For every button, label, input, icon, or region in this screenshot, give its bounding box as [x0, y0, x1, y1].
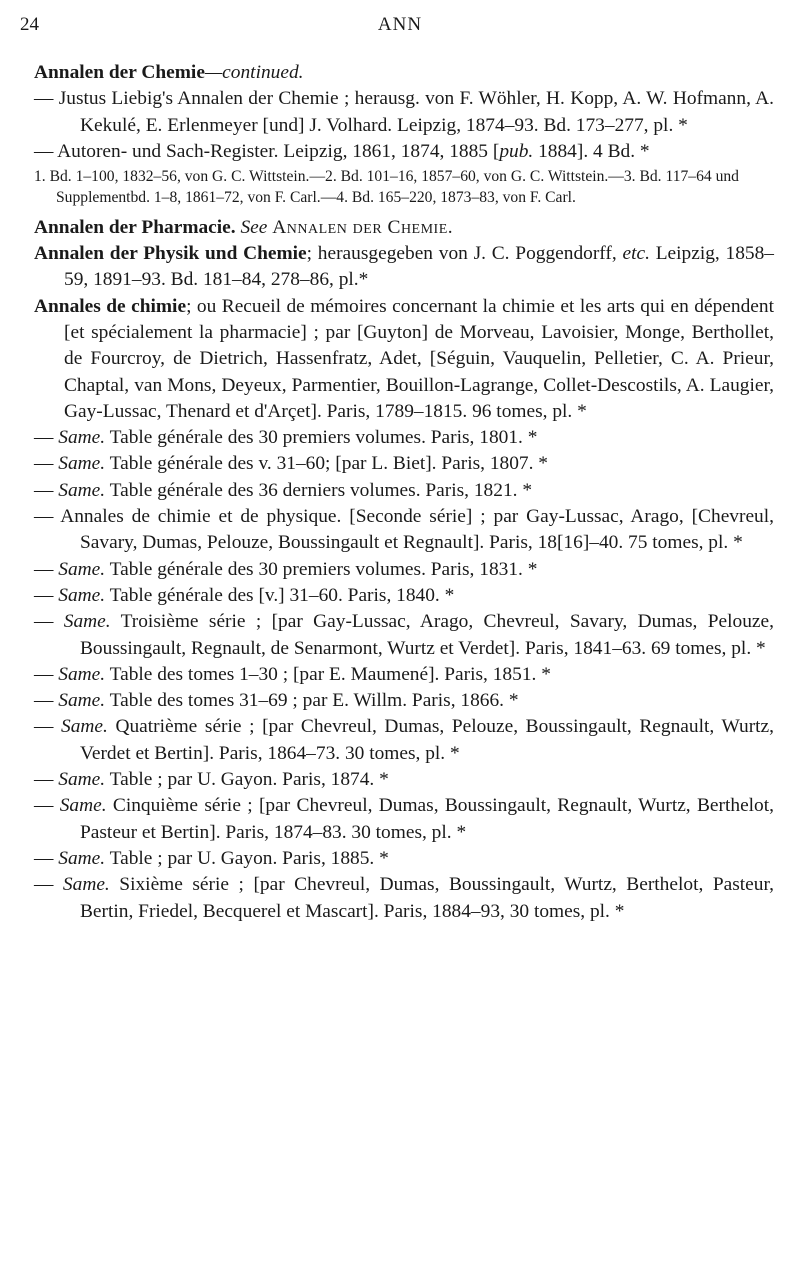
entry-same-table-1851: — Same. Table des tomes 1–30 ; [par E. Maumené]. Paris, 1851. * — [34, 663, 551, 685]
entry-annalen-der-chemie-continued: Annalen der Chemie—continued. — [34, 62, 304, 83]
entry-liebigs-annalen: — Justus Liebig's Annalen der Chemie ; herausg. von F. Wöhler, H. Kopp, A. W. Hofmann, A. Kekulé, E. Erlenmeyer [und] J. Volhard. Leipzig, 1874–93. Bd. 173–277, pl. * — [34, 88, 774, 136]
entry-same-table-1874: — Same. Table ; par U. Gayon. Paris, 1874. * — [34, 769, 389, 791]
entry-same-table-1866: — Same. Table des tomes 31–69 ; par E. Willm. Paris, 1866. * — [34, 690, 519, 712]
entry-same-table-1821: — Same. Table générale des 36 derniers volumes. Paris, 1821. * — [34, 479, 533, 501]
register-note: 1. Bd. 1–100, 1832–56, von G. C. Wittstein.—2. Bd. 101–16, 1857–60, von G. C. Wittstein.—3. Bd. 117–64 und Supplementbd. 1–8, 1861–72, von F. Carl.—4. Bd. 165–220, 1873–83, von F. Carl. — [34, 168, 739, 206]
entry-same-table-1807: — Same. Table générale des v. 31–60; [par L. Biet]. Paris, 1807. * — [34, 453, 549, 475]
running-head: ANN — [377, 14, 423, 35]
entry-same-table-1885: — Same. Table ; par U. Gayon. Paris, 1885. * — [34, 847, 389, 869]
page-number: 24 — [20, 14, 39, 35]
entry-same-cinquieme-serie: — Same. Cinquième série ; [par Chevreul, Dumas, Boussingault, Regnault, Wurtz, Berthelot, Pasteur et Bertin]. Paris, 1874–83. 30 tomes, pl. * — [34, 795, 774, 843]
entry-same-quatrieme-serie: — Same. Quatrième série ; [par Chevreul, Dumas, Pelouze, Boussingault, Regnault, Wurtz, Verdet et Bertin]. Paris, 1864–73. 30 tomes, pl. * — [34, 716, 774, 764]
entry-same-sixieme-serie: — Same. Sixième série ; [par Chevreul, Dumas, Boussingault, Wurtz, Berthelot, Pasteur, Bertin, Friedel, Becquerel et Mascart]. Paris, 1884–93, 30 tomes, pl. * — [34, 874, 774, 922]
entry-autoren-register: — Autoren- und Sach-Register. Leipzig, 1861, 1874, 1885 [pub. 1884]. 4 Bd. * — [34, 140, 650, 162]
entry-annales-de-chimie: Annales de chimie; ou Recueil de mémoires concernant la chimie et les arts qui en dépendent [et spécialement la pharmacie] ; par [Guyton] de Morveau, Lavoisier, Monge, Berthollet, de Fourcroy, de Dietrich, Hassenfratz, Adet, [Séguin, Vauquelin, Pelletier, C. A. Prieur, Chaptal, van Mons, Deyeux, Parmentier, Bouillon-Lagrange, Collet-Descostils, A. Laugier, Gay-Lussac, Thenard et d'Arçet]. Paris, 1789–1815. 96 tomes, pl. * — [34, 295, 774, 422]
entry-same-table-1840: — Same. Table générale des [v.] 31–60. Paris, 1840. * — [34, 584, 455, 606]
entry-same-table-1831: — Same. Table générale des 30 premiers volumes. Paris, 1831. * — [34, 558, 538, 580]
entry-annales-chimie-physique: — Annales de chimie et de physique. [Seconde série] ; par Gay-Lussac, Arago, [Chevreul, Savary, Dumas, Pelouze, Boussingault et Regnault]. Paris, 18[16]–40. 75 tomes, pl. * — [34, 506, 774, 554]
entry-same-troisieme-serie: — Same. Troisième série ; [par Gay-Lussac, Arago, Chevreul, Savary, Dumas, Pelouze, Boussingault, Regnault, de Senarmont, Wurtz et Verdet]. Paris, 1841–63. 69 tomes, pl. * — [34, 611, 774, 659]
entries-list — [34, 60, 774, 925]
entry-same-table-1801: — Same. Table générale des 30 premiers volumes. Paris, 1801. * — [34, 427, 538, 449]
entry-annalen-der-pharmacie: Annalen der Pharmacie. See Annalen der Chemie. — [34, 216, 454, 238]
entry-annalen-der-physik: Annalen der Physik und Chemie; herausgegeben von J. C. Poggendorff, etc. Leipzig, 1858–59, 1891–93. Bd. 181–84, 278–86, pl.* — [34, 243, 774, 291]
